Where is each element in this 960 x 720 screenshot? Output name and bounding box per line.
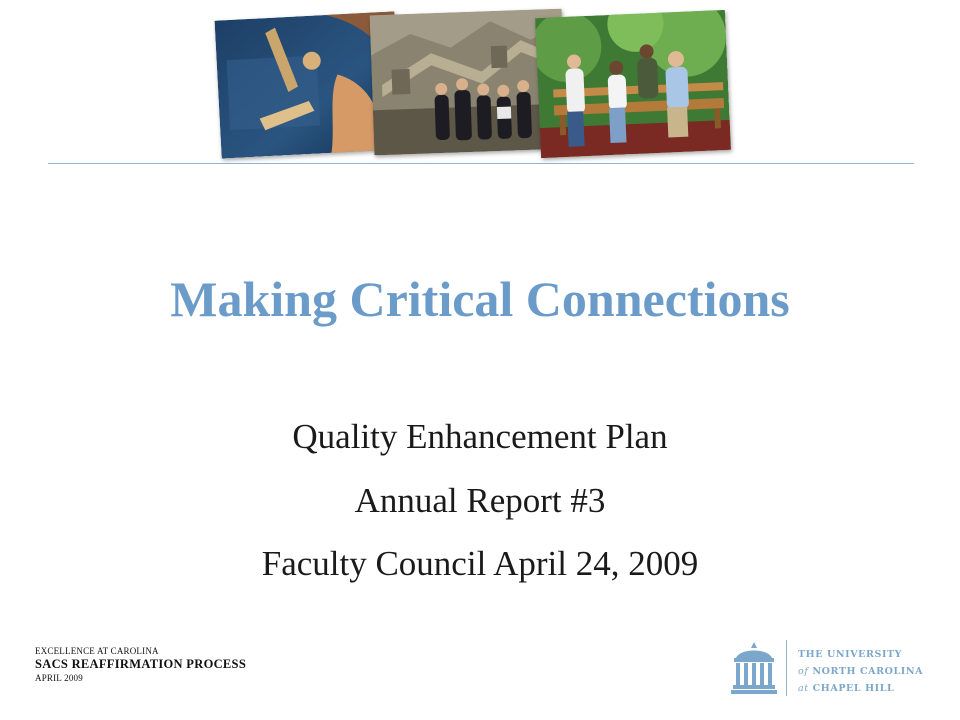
footer-line-3: APRIL 2009 — [35, 672, 83, 683]
footer-line-1: EXCELLENCE AT CAROLINA — [35, 646, 159, 656]
students-on-bench-photo — [535, 10, 731, 158]
wordmark-line-2 — [798, 663, 923, 680]
wordmark-line-1: THE UNIVERSITY — [798, 649, 903, 660]
header-divider — [48, 163, 914, 164]
wordmark-of: of — [798, 666, 809, 677]
logo-divider — [786, 640, 787, 696]
old-well-logo-icon — [730, 640, 778, 696]
subtitle-report: Annual Report #3 — [354, 481, 606, 520]
wordmark-chapel-hill: CHAPEL HILL — [812, 683, 895, 694]
wordmark-north-carolina: NORTH CAROLINA — [812, 666, 924, 677]
footer-caption — [35, 646, 246, 684]
university-wordmark — [798, 646, 923, 697]
slide-title: Making Critical Connections — [170, 271, 790, 327]
wordmark-line-3 — [798, 680, 923, 697]
footer-line-2: SACS REAFFIRMATION PROCESS — [35, 657, 247, 672]
subtitle-meeting: Faculty Council April 24, 2009 — [261, 544, 699, 583]
subtitle-plan: Quality Enhancement Plan — [292, 417, 668, 456]
wordmark-at: at — [798, 683, 809, 694]
